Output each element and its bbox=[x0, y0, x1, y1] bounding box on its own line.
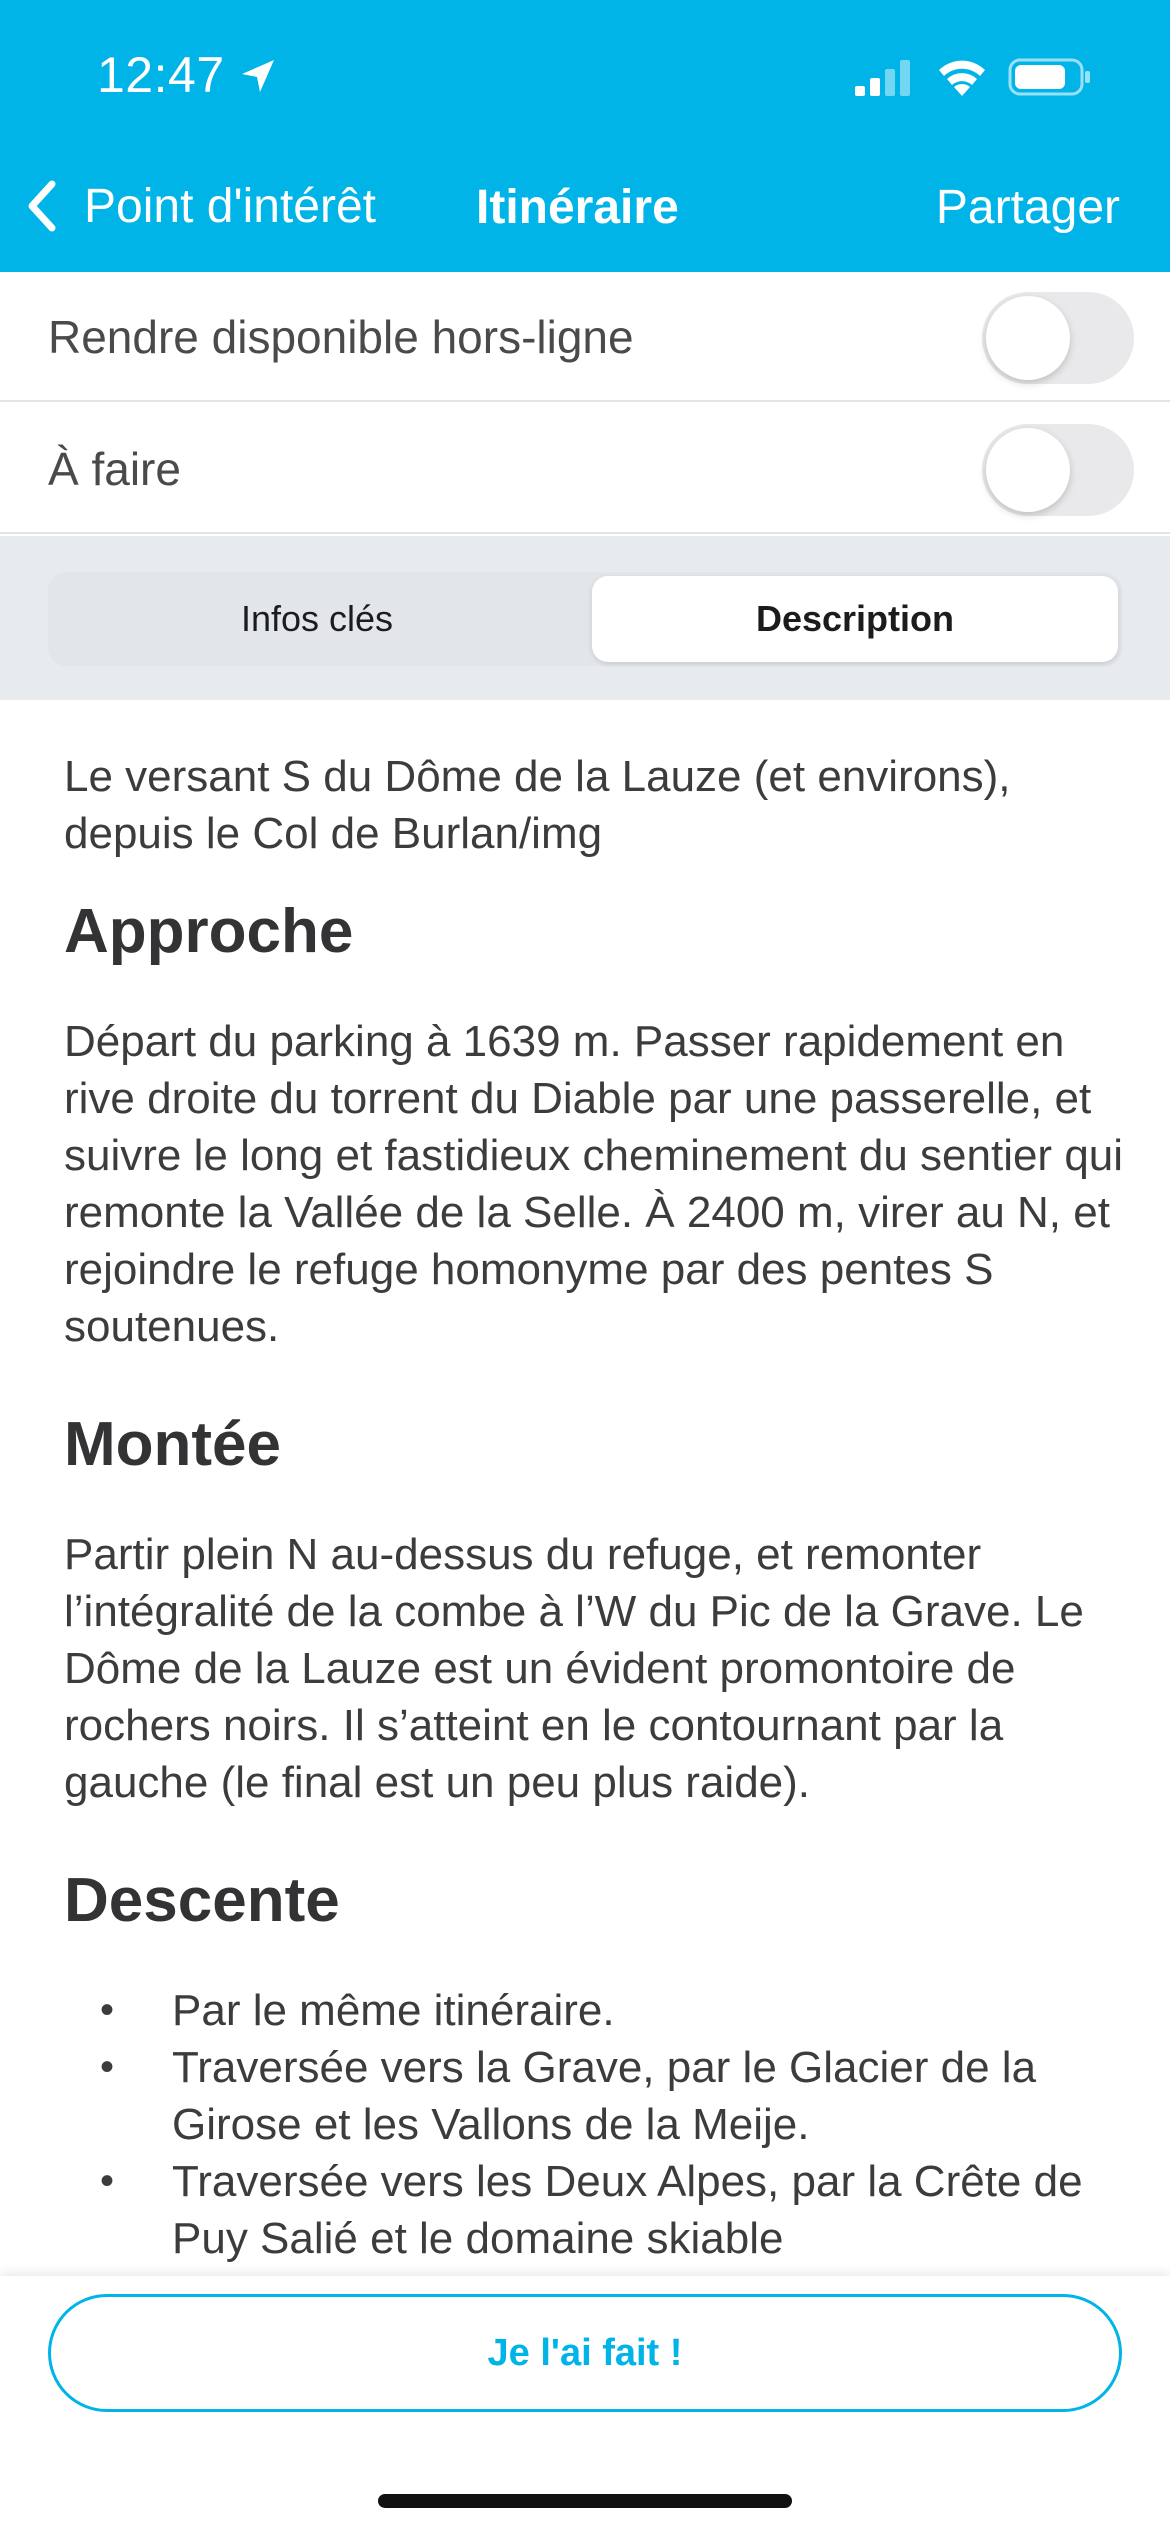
share-button[interactable]: Partager bbox=[935, 181, 1120, 234]
bullet: • bbox=[100, 2159, 115, 2203]
battery-icon bbox=[1008, 56, 1092, 98]
page-title: Itinéraire bbox=[476, 181, 679, 234]
section-title-approche: Approche bbox=[64, 897, 354, 966]
back-label: Point d'intérêt bbox=[84, 179, 377, 233]
chevron-left-icon bbox=[22, 176, 62, 236]
offline-toggle[interactable] bbox=[982, 292, 1134, 384]
tab-description[interactable]: Description bbox=[592, 576, 1118, 662]
list-item-text: Par le même itinéraire. bbox=[172, 1986, 615, 2035]
offline-row bbox=[0, 272, 1170, 402]
intro-text: Le versant S du Dôme de la Lauze (et environs), depuis le Col de Burlan/img bbox=[64, 752, 1011, 858]
section-text-approche: Départ du parking à 1639 m. Passer rapidement en rive droite du torrent du Diable par une passerelle, et suivre le long et fastidieux cheminement du sentier qui remonte la Vallée de la Selle. À 2400 m, virer au N, et rejoindre le refuge homonyme par des pentes S soutenues. bbox=[64, 1017, 1124, 1351]
list-item-text: Traversée vers la Grave, par le Glacier de la Girose et les Vallons de la Meije. bbox=[172, 2043, 1037, 2149]
list-item-text: Traversée vers les Deux Alpes, par la Crête de Puy Salié et le domaine skiable bbox=[172, 2157, 1083, 2263]
segmented-control bbox=[0, 536, 1170, 700]
header bbox=[0, 0, 1170, 272]
cellular-signal-icon bbox=[853, 58, 915, 98]
bullet: • bbox=[100, 2045, 115, 2089]
todo-toggle[interactable] bbox=[982, 424, 1134, 516]
toggle-knob bbox=[986, 296, 1070, 380]
home-indicator bbox=[378, 2494, 792, 2508]
todo-label: À faire bbox=[48, 443, 181, 495]
status-time: 12:47 bbox=[97, 47, 225, 103]
toggle-knob bbox=[986, 428, 1070, 512]
bullet: • bbox=[100, 1988, 115, 2032]
offline-label: Rendre disponible hors-ligne bbox=[48, 311, 634, 363]
todo-row bbox=[0, 404, 1170, 534]
section-title-montee: Montée bbox=[64, 1410, 281, 1479]
list-item bbox=[64, 2039, 1124, 2153]
bottom-bar bbox=[0, 2276, 1170, 2532]
section-text-montee: Partir plein N au-dessus du refuge, et remonter l’intégralité de la combe à l’W du Pic de la Grave. Le Dôme de la Lauze est un évident promontoire de rochers noirs. Il s’atteint en le contournant par la gauche (le final est un peu plus raide). bbox=[64, 1530, 1084, 1807]
wifi-icon bbox=[937, 56, 987, 98]
tab-infos-cles[interactable]: Infos clés bbox=[240, 598, 394, 639]
location-arrow-icon bbox=[238, 56, 278, 96]
done-button[interactable]: Je l'ai fait ! bbox=[48, 2294, 1122, 2412]
list-item bbox=[64, 1982, 1124, 2039]
section-title-descente: Descente bbox=[64, 1866, 340, 1935]
list-item bbox=[64, 2153, 1124, 2267]
back-button[interactable] bbox=[22, 176, 376, 236]
descente-list bbox=[64, 1982, 1124, 2267]
description-content bbox=[64, 748, 1124, 2276]
